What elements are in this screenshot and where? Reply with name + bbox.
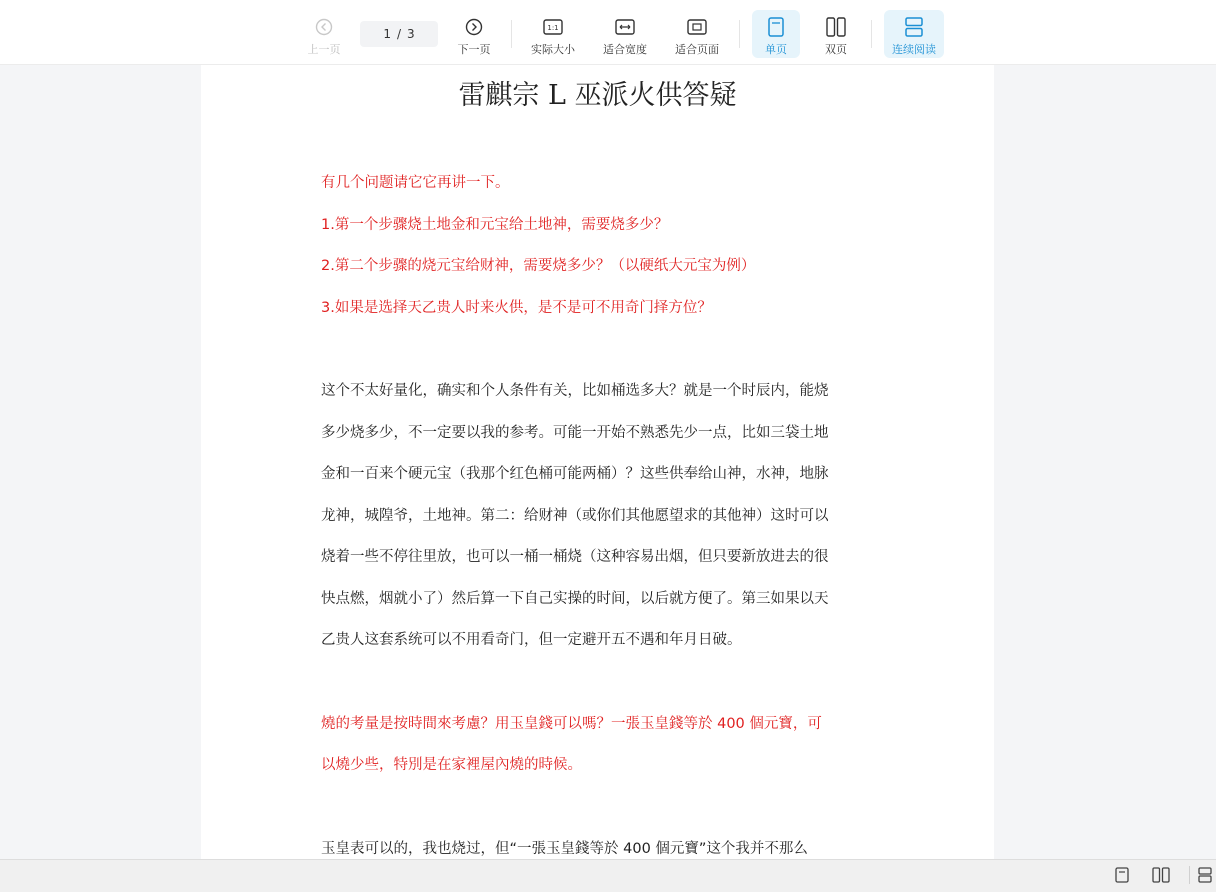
actual-size-label: 实际大小 bbox=[531, 43, 575, 56]
question-1: 1.第一个步骤烧土地金和元宝给土地神，需要烧多少？ bbox=[321, 216, 669, 233]
page-separator: / bbox=[396, 27, 402, 41]
actual-size-button[interactable] bbox=[524, 10, 582, 58]
toolbar-divider bbox=[511, 20, 512, 48]
chevron-left-circle-icon bbox=[315, 14, 333, 40]
status-divider bbox=[1189, 866, 1190, 884]
document-body bbox=[321, 163, 878, 859]
double-page-label: 双页 bbox=[825, 43, 847, 56]
paragraph-gap bbox=[321, 787, 878, 829]
single-page-button[interactable] bbox=[752, 10, 800, 58]
document-title: 雷麒宗 L 巫派火供答疑 bbox=[458, 80, 737, 111]
answer-line: 这个不太好量化，确实和个人条件有关，比如桶选多大？就是一个时辰内，能烧 bbox=[321, 383, 829, 399]
prev-page-label: 上一页 bbox=[307, 43, 341, 56]
answer-line: 乙贵人这套系统可以不用看奇门，但一定避开五不遇和年月日破。 bbox=[321, 632, 742, 648]
single-page-icon[interactable] bbox=[1113, 866, 1131, 884]
toolbar bbox=[0, 0, 1216, 65]
toolbar-divider bbox=[739, 20, 740, 48]
continuous-label: 连续阅读 bbox=[892, 43, 936, 56]
question-3: 3.如果是选择天乙贵人时来火供，是不是可不用奇门择方位？ bbox=[321, 299, 712, 316]
continuous-icon[interactable] bbox=[1198, 866, 1216, 884]
answer-line: 金和一百来个硬元宝（我那个红色桶可能两桶）？这些供奉给山神，水神，地脉 bbox=[321, 466, 829, 482]
document-page bbox=[201, 65, 994, 859]
answer-line: 龙神，城隍爷，土地神。第二：给财神（或你们其他愿望求的其他神）这时可以 bbox=[321, 507, 829, 524]
prev-page-button[interactable] bbox=[300, 10, 348, 58]
fit-page-button[interactable] bbox=[668, 10, 726, 58]
question-intro: 有几个问题请它它再讲一下。 bbox=[321, 175, 510, 191]
answer-line: 烧着一些不停往里放，也可以一桶一桶烧（这种容易出烟，但只要新放进去的很 bbox=[321, 549, 829, 565]
fit-width-button[interactable] bbox=[596, 10, 654, 58]
double-page-button[interactable] bbox=[812, 10, 860, 58]
question-4-line: 以燒少些，特別是在家裡屋內燒的時候。 bbox=[321, 757, 582, 773]
status-bar bbox=[0, 859, 1216, 892]
paragraph-gap bbox=[321, 329, 878, 371]
question-4-line: 燒的考量是按時間來考慮？用玉皇錢可以嗎？一張玉皇錢等於 400 個元寶，可 bbox=[321, 715, 822, 732]
continuous-reading-button[interactable] bbox=[884, 10, 944, 58]
double-page-icon bbox=[826, 14, 846, 40]
continuous-icon bbox=[905, 14, 923, 40]
single-page-label: 单页 bbox=[765, 43, 787, 56]
answer-line: 多少烧多少，不一定要以我的参考。可能一开始不熟悉先少一点，比如三袋土地 bbox=[321, 424, 829, 441]
answer-2-line: 玉皇表可以的，我也烧过，但“一張玉皇錢等於 400 個元寶”这个我并不那么 bbox=[321, 840, 808, 857]
next-page-button[interactable] bbox=[450, 10, 498, 58]
fit-page-label: 适合页面 bbox=[675, 43, 719, 56]
page-total: 3 bbox=[407, 27, 415, 41]
question-2: 2.第二个步骤的烧元宝给财神，需要烧多少？（以硬纸大元宝为例） bbox=[321, 258, 756, 274]
next-page-label: 下一页 bbox=[457, 43, 491, 56]
answer-line: 快点燃，烟就小了）然后算一下自己实操的时间，以后就方便了。第三如果以天 bbox=[321, 590, 829, 607]
paragraph-gap bbox=[321, 662, 878, 704]
chevron-right-circle-icon bbox=[465, 14, 483, 40]
page-indicator[interactable] bbox=[360, 21, 438, 47]
fit-width-icon bbox=[615, 14, 635, 40]
double-page-icon[interactable] bbox=[1152, 866, 1170, 884]
toolbar-divider bbox=[871, 20, 872, 48]
actual-size-icon bbox=[543, 14, 563, 40]
svg-text:1:1: 1:1 bbox=[547, 24, 559, 32]
fit-page-icon bbox=[687, 14, 707, 40]
fit-width-label: 适合宽度 bbox=[603, 43, 647, 56]
page-current[interactable]: 1 bbox=[383, 27, 391, 41]
single-page-icon bbox=[768, 14, 784, 40]
